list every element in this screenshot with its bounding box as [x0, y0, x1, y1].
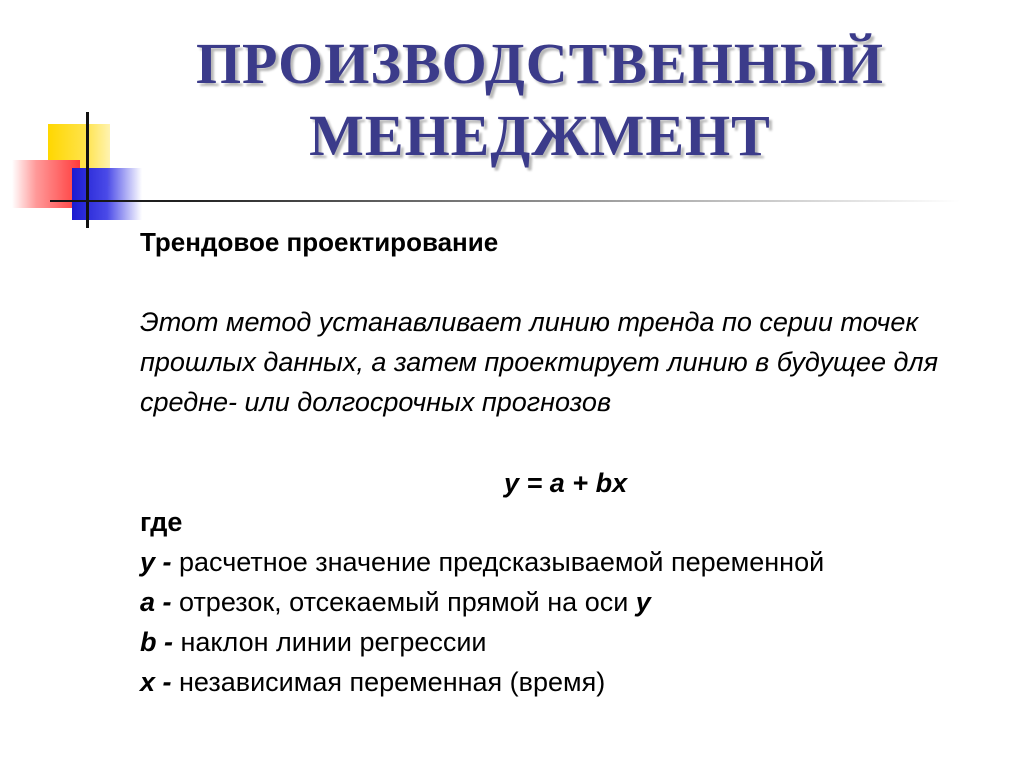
- definition-x: [140, 662, 1020, 702]
- definition-y: [140, 542, 1020, 582]
- definition-text: расчетное значение предсказываемой переменной: [179, 547, 825, 577]
- horizontal-divider-line: [50, 200, 960, 202]
- trend-formula: y = a + bx: [504, 468, 628, 498]
- definition-variable: b -: [140, 627, 181, 657]
- slide-title: [0, 28, 1024, 172]
- definition-axis-variable: y: [635, 587, 651, 617]
- definition-variable: a -: [140, 587, 180, 617]
- slide-body: [140, 222, 1020, 702]
- method-description: Этот метод устанавливает линию тренда по серии точек прошлых данных, а затем проектирует линию в будущее для средне- или долгосрочных прогнозов: [140, 307, 939, 417]
- section-heading: Трендовое проектирование: [140, 227, 499, 257]
- slide-title-line-2: МЕНЕДЖМЕНТ: [309, 103, 771, 168]
- definition-variable: y -: [140, 547, 180, 577]
- where-label: где: [140, 507, 183, 537]
- definition-text: наклон линии регрессии: [180, 627, 487, 657]
- definition-b: [140, 622, 1020, 662]
- definition-text: независимая переменная (время): [179, 667, 606, 697]
- slide-title-line-1: ПРОИЗВОДСТВЕННЫЙ: [195, 31, 885, 96]
- blue-rectangle-decoration: [72, 168, 142, 220]
- definition-text: отрезок, отсекаемый прямой на оси: [179, 587, 636, 617]
- definition-variable: x -: [140, 667, 180, 697]
- definition-a: [140, 582, 1020, 622]
